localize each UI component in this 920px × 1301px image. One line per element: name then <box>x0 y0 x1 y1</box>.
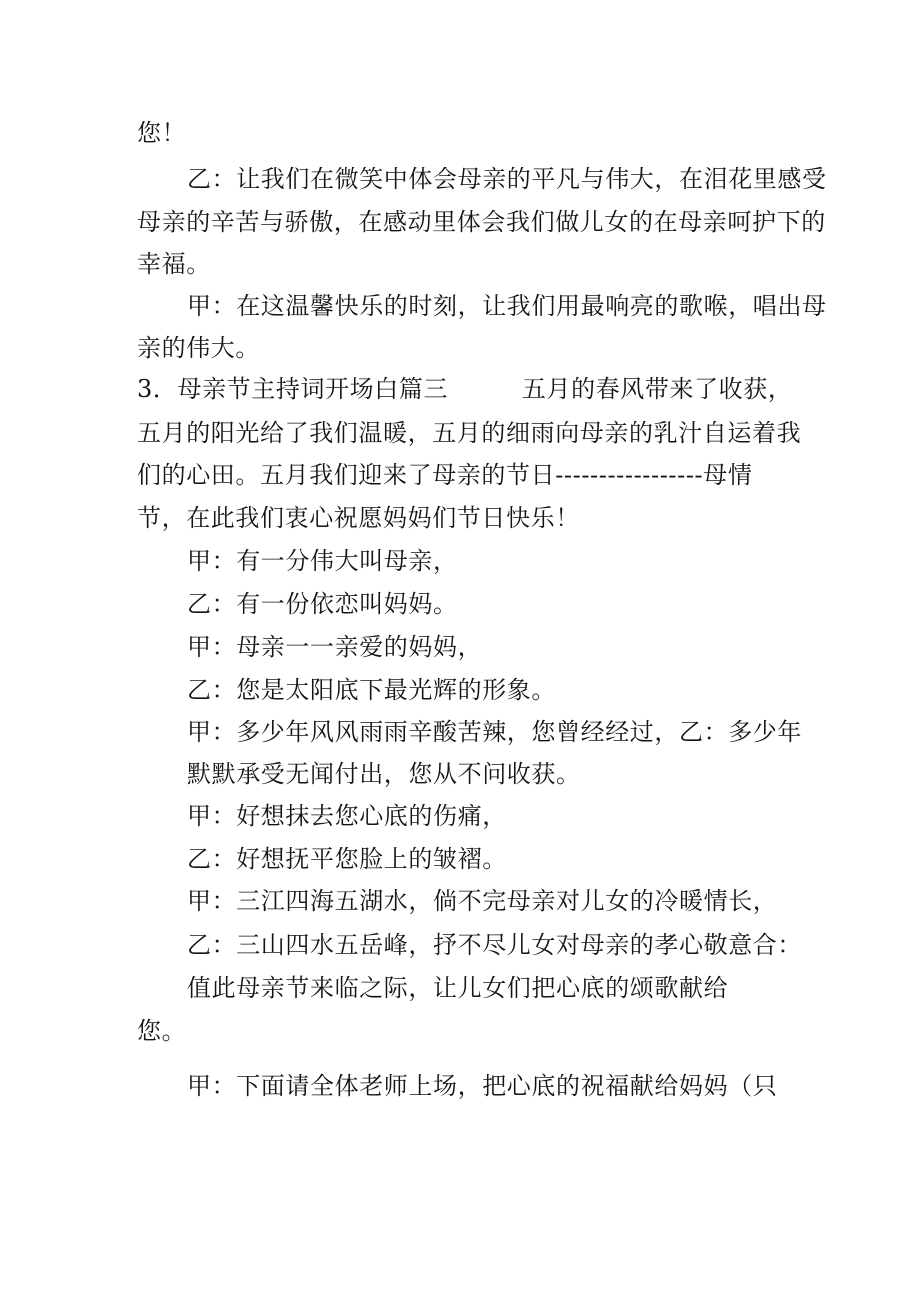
text-line: 3．母亲节主持词开场白篇三 五月的春风带来了收获， <box>137 375 793 403</box>
text-line: 乙：让我们在微笑中体会母亲的平凡与伟大，在泪花里感受 <box>187 165 827 193</box>
text-line: 您。 <box>137 1017 187 1045</box>
text-line: 甲：三江四海五湖水，倘不完母亲对儿女的冷暖情长， <box>187 887 778 915</box>
text-line: 乙：您是太阳底下最光辉的形象。 <box>187 676 556 704</box>
text-line: 亲的伟大。 <box>137 334 260 362</box>
text-line: 五月的阳光给了我们温暖，五月的细雨向母亲的乳汁自运着我 <box>137 419 802 447</box>
text-line: 甲：好想抹去您心底的伤痛， <box>187 802 507 830</box>
text-line: 默默承受无闻付出，您从不问收获。 <box>187 760 581 788</box>
text-line: 甲：多少年风风雨雨辛酸苦辣，您曾经经过，乙：多少年 <box>187 718 802 746</box>
text-line: 母亲的辛苦与骄傲，在感动里体会我们做儿女的在母亲呵护下的 <box>137 208 826 236</box>
text-line: 值此母亲节来临之际，让儿女们把心底的颂歌献给 <box>187 974 729 1002</box>
text-line: 您！ <box>137 119 187 147</box>
text-line: 甲：有一分伟大叫母亲， <box>187 547 458 575</box>
text-line: 乙：三山四水五岳峰，抒不尽儿女对母亲的孝心敬意合： <box>187 931 802 959</box>
text-line: 甲：在这温馨快乐的时刻，让我们用最响亮的歌喉，唱出母 <box>187 292 827 320</box>
text-line: 们的心田。五月我们迎来了母亲的节日-----------------母情 <box>137 461 753 489</box>
text-line: 节，在此我们衷心祝愿妈妈们节日快乐！ <box>137 504 580 532</box>
text-line: 幸福。 <box>137 250 211 278</box>
text-line: 乙：有一份依恋叫妈妈。 <box>187 590 458 618</box>
text-line: 甲：母亲一一亲爱的妈妈， <box>187 633 483 661</box>
text-line: 乙：好想抚平您脸上的皱褶。 <box>187 845 507 873</box>
text-line: 甲：下面请全体老师上场，把心底的祝福献给妈妈（只 <box>187 1072 778 1100</box>
